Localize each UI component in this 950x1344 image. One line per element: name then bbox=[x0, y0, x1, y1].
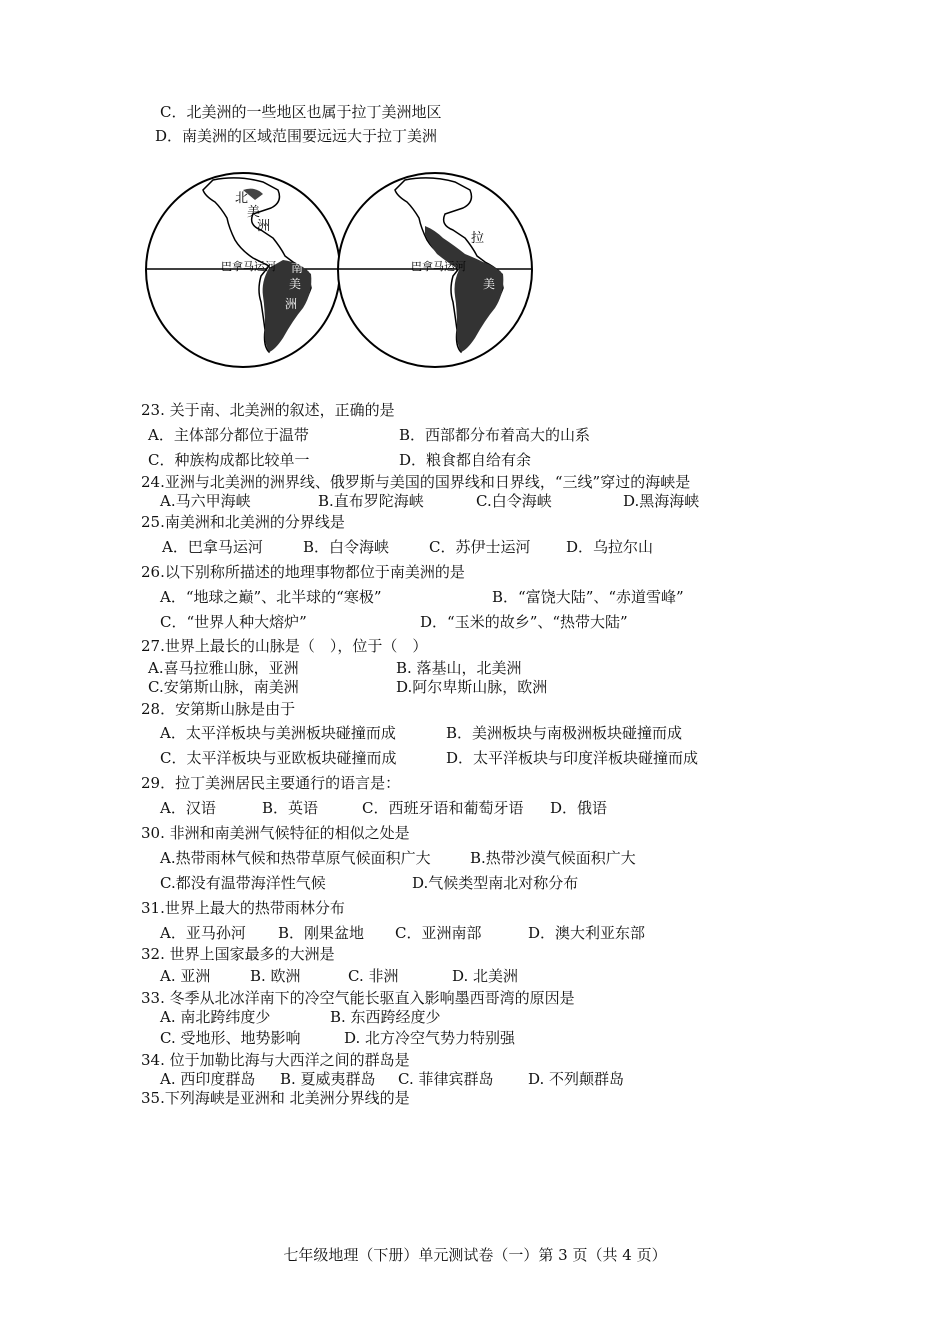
q33-stem: 33. 冬季从北冰洋南下的冷空气能长驱直入影响墨西哥湾的原因是 bbox=[141, 989, 575, 1007]
q30-option-d: D.气候类型南北对称分布 bbox=[412, 874, 579, 892]
q30-option-b: B.热带沙漠气候面积广大 bbox=[470, 849, 636, 867]
q28-stem: 28．安第斯山脉是由于 bbox=[141, 700, 296, 718]
right-label-la: 拉 bbox=[471, 231, 485, 246]
right-label-mei: 美 bbox=[483, 277, 496, 291]
q25-option-c: C．苏伊士运河 bbox=[429, 538, 531, 556]
q32-option-d: D. 北美洲 bbox=[452, 967, 519, 985]
q32-option-b: B. 欧洲 bbox=[250, 967, 301, 985]
left-label-mei2: 美 bbox=[289, 277, 302, 291]
q31-option-a: A．亚马孙河 bbox=[160, 924, 246, 942]
q27-option-b: B. 落基山，北美洲 bbox=[396, 659, 522, 677]
maps-figure bbox=[143, 170, 533, 370]
q32-stem: 32. 世界上国家最多的大洲是 bbox=[141, 945, 335, 963]
q33-option-a: A. 南北跨纬度少 bbox=[160, 1008, 271, 1026]
q26-option-d: D．“玉米的故乡”、“热带大陆” bbox=[420, 613, 628, 631]
right-canal-label: 巴拿马运河 bbox=[411, 260, 466, 273]
q23-option-a: A．主体部分都位于温带 bbox=[148, 426, 309, 444]
q25-option-d: D．乌拉尔山 bbox=[566, 538, 654, 556]
q31-option-d: D．澳大利亚东部 bbox=[528, 924, 646, 942]
q33-option-b: B. 东西跨经度少 bbox=[330, 1008, 441, 1026]
q34-option-b: B. 夏威夷群岛 bbox=[280, 1070, 376, 1088]
q32-option-c: C. 非洲 bbox=[348, 967, 399, 985]
q26-option-b: B．“富饶大陆”、“赤道雪峰” bbox=[492, 588, 684, 606]
left-label-mei: 美 bbox=[247, 205, 261, 220]
q28-option-c: C．太平洋板块与亚欧板块碰撞而成 bbox=[160, 749, 397, 767]
q26-option-a: A．“地球之巅”、北半球的“寒极” bbox=[160, 588, 382, 606]
q27-option-a: A.喜马拉雅山脉，亚洲 bbox=[148, 659, 299, 677]
q24-stem: 24.亚洲与北美洲的洲界线、俄罗斯与美国的国界线和日界线，“三线”穿过的海峡是 bbox=[141, 473, 691, 491]
q24-option-c: C.白令海峡 bbox=[476, 492, 552, 510]
q28-option-d: D．太平洋板块与印度洋板块碰撞而成 bbox=[446, 749, 699, 767]
q29-option-d: D．俄语 bbox=[550, 799, 608, 817]
q26-stem: 26.以下别称所描述的地理事物都位于南美洲的是 bbox=[141, 563, 465, 581]
q28-option-b: B．美洲板块与南极洲板块碰撞而成 bbox=[446, 724, 683, 742]
q34-option-a: A. 西印度群岛 bbox=[160, 1070, 256, 1088]
q29-stem: 29．拉丁美洲居民主要通行的语言是： bbox=[141, 774, 401, 792]
q23-option-d: D．粮食都自给有余 bbox=[399, 451, 532, 469]
q35-stem: 35.下列海峡是亚洲和 北美洲分界线的是 bbox=[141, 1089, 410, 1107]
q32-option-a: A. 亚洲 bbox=[160, 967, 211, 985]
right-globe bbox=[338, 173, 532, 367]
left-label-bei: 北 bbox=[235, 191, 249, 206]
q30-option-a: A.热带雨林气候和热带草原气候面积广大 bbox=[160, 849, 431, 867]
q29-option-b: B．英语 bbox=[262, 799, 319, 817]
america-hemisphere-maps bbox=[143, 170, 533, 370]
left-label-zhou2: 洲 bbox=[285, 297, 298, 311]
q29-option-a: A．汉语 bbox=[160, 799, 216, 817]
q34-stem: 34. 位于加勒比海与大西洋之间的群岛是 bbox=[141, 1051, 410, 1069]
left-globe bbox=[146, 173, 340, 367]
q30-stem: 30. 非洲和南美洲气候特征的相似之处是 bbox=[141, 824, 410, 842]
q31-stem: 31.世界上最大的热带雨林分布 bbox=[141, 899, 345, 917]
q33-option-c: C. 受地形、地势影响 bbox=[160, 1029, 301, 1047]
q25-option-b: B．白令海峡 bbox=[303, 538, 390, 556]
q27-stem: 27.世界上最长的山脉是（ ），位于（ ） bbox=[141, 637, 428, 655]
q34-option-d: D. 不列颠群岛 bbox=[528, 1070, 625, 1088]
q28-option-a: A．太平洋板块与美洲板块碰撞而成 bbox=[160, 724, 396, 742]
left-canal-label: 巴拿马运河 bbox=[221, 260, 276, 273]
q24-option-d: D.黑海海峡 bbox=[623, 492, 700, 510]
q31-option-b: B．刚果盆地 bbox=[278, 924, 365, 942]
q25-option-a: A．巴拿马运河 bbox=[162, 538, 263, 556]
q31-option-c: C．亚洲南部 bbox=[395, 924, 482, 942]
q24-option-a: A.马六甲海峡 bbox=[160, 492, 251, 510]
left-label-zhou: 洲 bbox=[257, 219, 271, 234]
prev-option-c: C．北美洲的一些地区也属于拉丁美洲地区 bbox=[160, 103, 442, 121]
q23-option-c: C．种族构成都比较单一 bbox=[148, 451, 310, 469]
q30-option-c: C.都没有温带海洋性气候 bbox=[160, 874, 326, 892]
q25-stem: 25.南美洲和北美洲的分界线是 bbox=[141, 513, 345, 531]
page-footer: 七年级地理（下册）单元测试卷（一）第 3 页（共 4 页） bbox=[283, 1246, 667, 1264]
q33-option-d: D. 北方冷空气势力特别强 bbox=[344, 1029, 516, 1047]
q24-option-b: B.直布罗陀海峡 bbox=[318, 492, 424, 510]
q27-option-c: C.安第斯山脉，南美洲 bbox=[148, 678, 299, 696]
q23-option-b: B．西部都分布着高大的山系 bbox=[399, 426, 591, 444]
q34-option-c: C. 菲律宾群岛 bbox=[398, 1070, 494, 1088]
left-label-nan: 南 bbox=[291, 261, 304, 275]
prev-option-d: D．南美洲的区域范围要远远大于拉丁美洲 bbox=[155, 127, 438, 145]
q23-stem: 23. 关于南、北美洲的叙述，正确的是 bbox=[141, 401, 395, 419]
q29-option-c: C．西班牙语和葡萄牙语 bbox=[362, 799, 524, 817]
q27-option-d: D.阿尔卑斯山脉，欧洲 bbox=[396, 678, 548, 696]
q26-option-c: C．“世界人种大熔炉” bbox=[160, 613, 307, 631]
